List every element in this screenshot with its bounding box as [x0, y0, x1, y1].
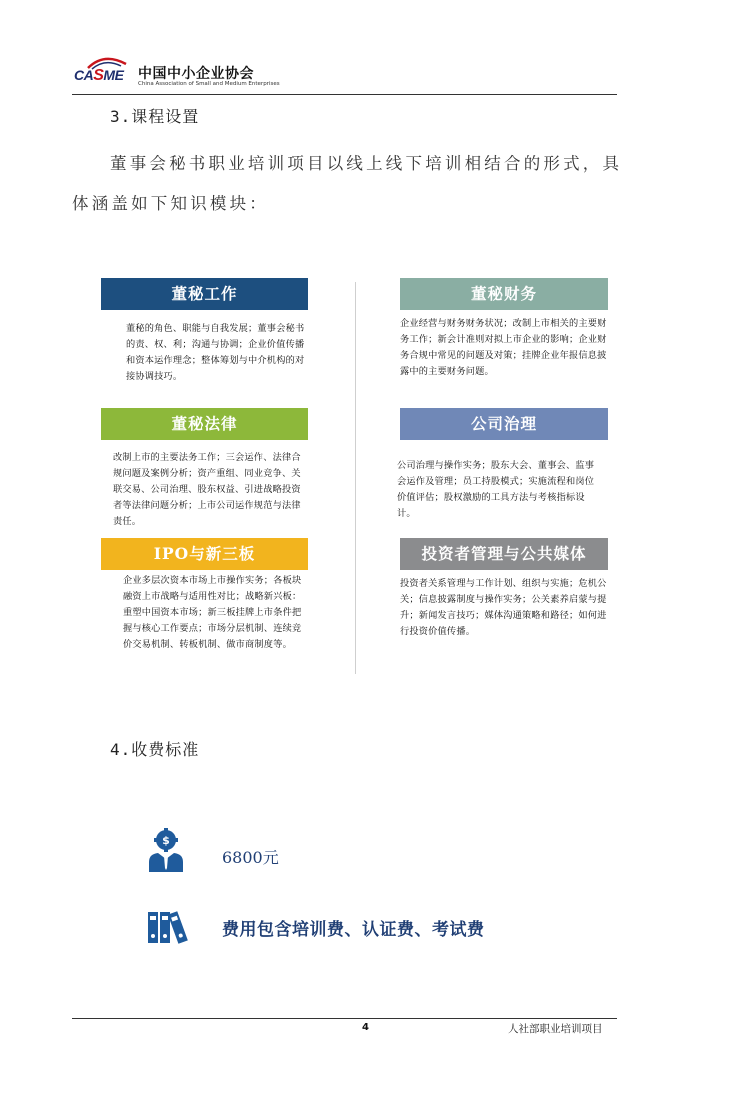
module-title-secretary-law: 董秘法律 — [101, 408, 308, 440]
page-header — [72, 50, 617, 95]
fee-amount: 6800元 — [222, 848, 279, 867]
intro-paragraph: 董事会秘书职业培训项目以线上线下培训相结合的形式，具体涵盖如下知识模块： — [72, 154, 623, 213]
footer-project-name: 人社部职业培训项目 — [508, 1023, 603, 1035]
module-text-secretary-work: 董秘的角色、职能与自我发展；董事会秘书的责、权、利；沟通与协调；企业价值传播和资本运作理念；整体筹划与中介机构的对接协调技巧。 — [126, 323, 305, 382]
binders-icon — [146, 910, 190, 944]
module-text-corporate-governance: 公司治理与操作实务；股东大会、董事会、监事会运作及管理；员工持股模式；实施流程和岗位价值评估；股权激励的工具方法与考核指标设计。 — [397, 460, 595, 519]
module-title-ipo: IPO与新三板 — [101, 538, 308, 570]
svg-text:$: $ — [162, 834, 170, 847]
footer-divider — [72, 1018, 617, 1019]
fee-inclusion-note: 费用包含培训费、认证费、考试费 — [222, 920, 485, 940]
module-title-corporate-governance: 公司治理 — [400, 408, 608, 440]
module-title-secretary-work: 董秘工作 — [101, 278, 308, 310]
module-text-secretary-finance: 企业经营与财务财务状况；改制上市相关的主要财务工作；新会计准则对拟上市企业的影响；企业财务合规中常见的问题及对策；挂牌企业年报信息披露中的主要财务问题。 — [400, 318, 607, 377]
module-title-investor-media: 投资者管理与公共媒体 — [400, 538, 608, 570]
module-text-secretary-law: 改制上市的主要法务工作；三会运作、法律合规问题及案例分析；资产重组、同业竞争、关联交易、公司治理、股东权益、引进战略投资者等法律问题分析；上市公司运作规范与法律责任。 — [113, 452, 301, 527]
module-divider — [355, 282, 356, 674]
org-name-cn: 中国中小企业协会 — [138, 66, 254, 82]
module-title-secretary-finance: 董秘财务 — [400, 278, 608, 310]
page-number: 4 — [362, 1022, 369, 1033]
money-person-icon — [146, 828, 186, 872]
section-heading-courses: 3.课程设置 — [110, 107, 200, 126]
section-heading-fees: 4.收费标准 — [110, 740, 200, 759]
logo-lettering: CASME — [74, 67, 124, 84]
module-text-ipo: 企业多层次资本市场上市操作实务；各板块融资上市战略与适用性对比；战略新兴板：重塑中国资本市场；新三板挂牌上市条件把握与核心工作要点；市场分层机制、连续竞价交易机制、转板机制、做市商制度等。 — [123, 575, 302, 650]
org-name-en: China Association of Small and Medium Enterprises — [138, 81, 280, 87]
module-text-investor-media: 投资者关系管理与工作计划、组织与实施；危机公关；信息披露制度与操作实务；公关素养启蒙与提升；新闻发言技巧；媒体沟通策略和路径；如何进行投资价值传播。 — [400, 578, 607, 637]
